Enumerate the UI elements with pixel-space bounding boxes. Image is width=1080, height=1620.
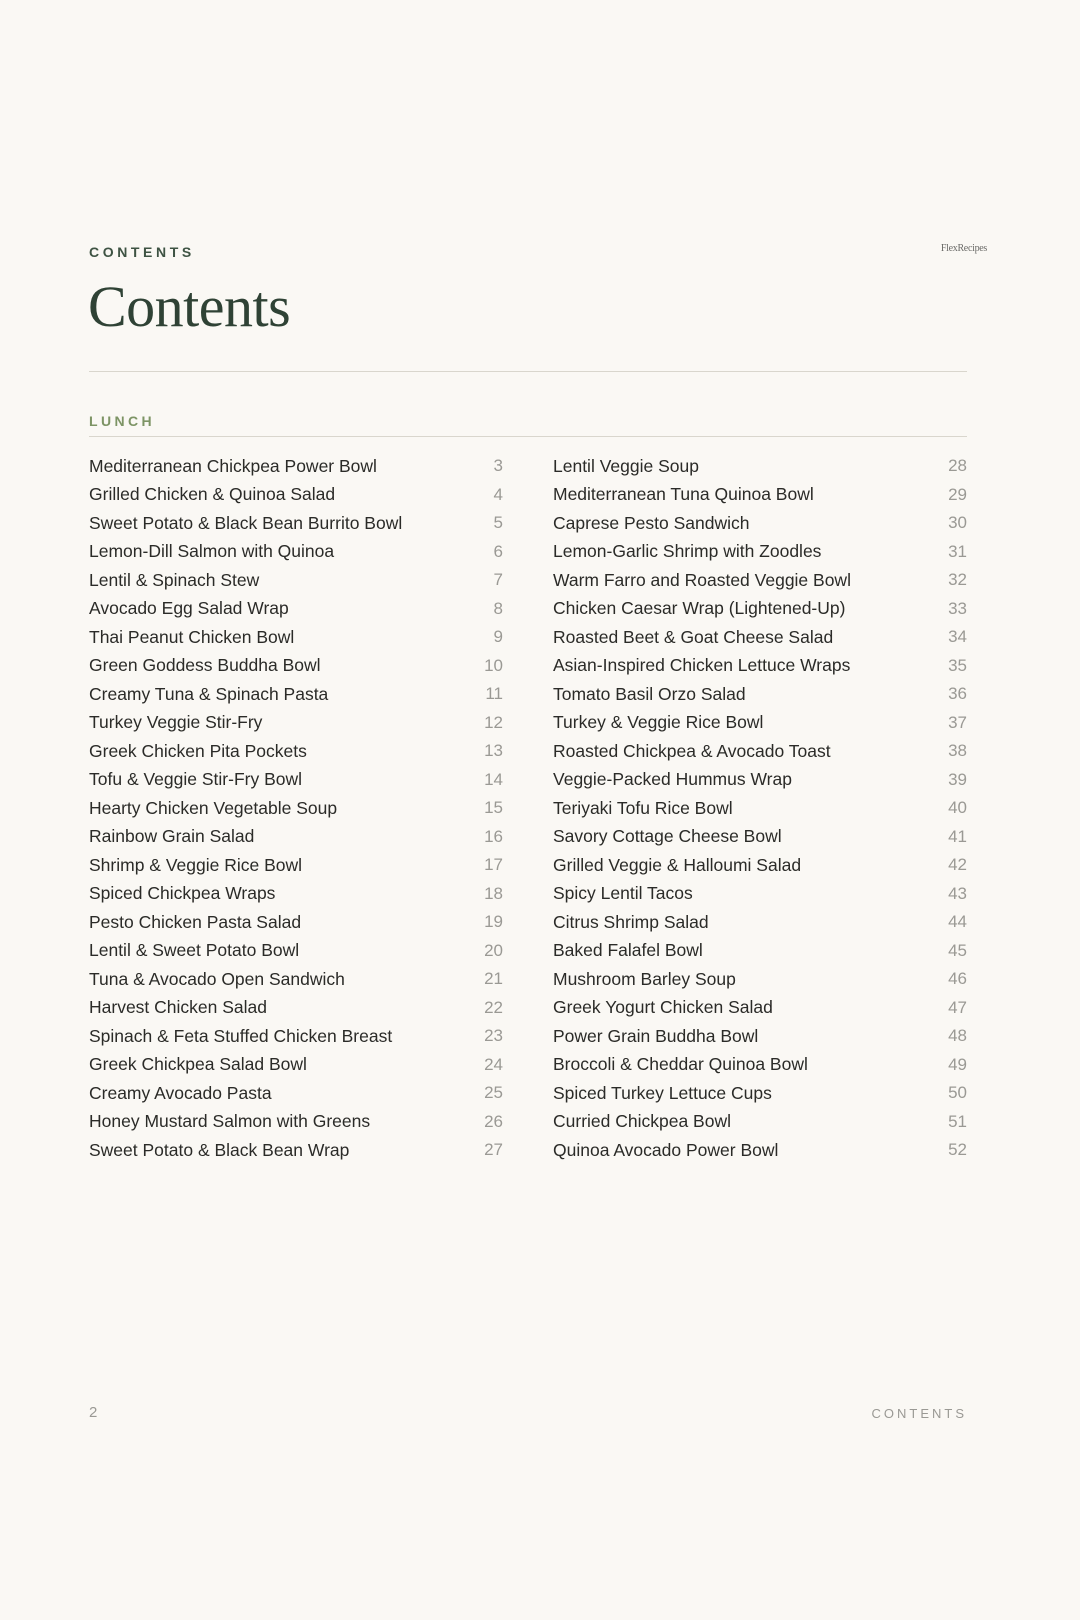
toc-entry-title: Greek Chickpea Salad Bowl — [89, 1054, 307, 1075]
toc-entry-title: Rainbow Grain Salad — [89, 826, 255, 847]
toc-entry[interactable] — [89, 1079, 503, 1108]
toc-entry[interactable] — [553, 680, 967, 709]
toc-entry-page-number: 35 — [948, 655, 967, 675]
toc-entry-title: Caprese Pesto Sandwich — [553, 512, 750, 533]
toc-entry-page-number: 46 — [948, 969, 967, 989]
toc-entry-page-number: 26 — [484, 1111, 503, 1131]
toc-entry-page-number: 41 — [948, 826, 967, 846]
toc-entry[interactable] — [89, 737, 503, 766]
toc-entry[interactable] — [553, 1051, 967, 1080]
toc-entry-page-number: 12 — [484, 712, 503, 732]
toc-entry-page-number: 32 — [948, 570, 967, 590]
toc-entry[interactable] — [89, 823, 503, 852]
toc-entry-page-number: 52 — [948, 1140, 967, 1160]
toc-entry-page-number: 21 — [484, 969, 503, 989]
toc-entry-page-number: 11 — [485, 684, 503, 704]
toc-entry-page-number: 5 — [493, 513, 503, 533]
toc-entry-page-number: 36 — [948, 684, 967, 704]
toc-entry-page-number: 33 — [948, 598, 967, 618]
toc-entry-page-number: 50 — [948, 1083, 967, 1103]
toc-entry-title: Baked Falafel Bowl — [553, 940, 703, 961]
toc-entry-title: Power Grain Buddha Bowl — [553, 1025, 759, 1046]
toc-entry-page-number: 9 — [493, 627, 503, 647]
toc-entry-title: Mushroom Barley Soup — [553, 968, 736, 989]
toc-entry-title: Grilled Veggie & Halloumi Salad — [553, 854, 802, 875]
page-eyebrow: CONTENTS — [89, 244, 195, 260]
toc-entry-title: Honey Mustard Salmon with Greens — [89, 1111, 371, 1132]
toc-entry[interactable] — [89, 566, 503, 595]
toc-entry-title: Veggie-Packed Hummus Wrap — [553, 769, 792, 790]
toc-entry[interactable] — [553, 652, 967, 681]
toc-entry-title: Savory Cottage Cheese Bowl — [553, 826, 782, 847]
toc-entry-page-number: 30 — [948, 513, 967, 533]
toc-entry-title: Thai Peanut Chicken Bowl — [89, 626, 295, 647]
toc-entry-page-number: 48 — [948, 1026, 967, 1046]
toc-entry[interactable] — [89, 680, 503, 709]
toc-entry-page-number: 47 — [948, 997, 967, 1017]
toc-entry-page-number: 13 — [484, 741, 503, 761]
toc-entry-page-number: 24 — [484, 1054, 503, 1074]
toc-entry[interactable] — [553, 538, 967, 567]
section-divider — [89, 436, 967, 437]
toc-entry-page-number: 15 — [484, 798, 503, 818]
running-head: CONTENTS — [871, 1406, 967, 1421]
toc-entry-title: Tuna & Avocado Open Sandwich — [89, 968, 345, 989]
toc-entry-page-number: 19 — [484, 912, 503, 932]
toc-entry-page-number: 29 — [948, 484, 967, 504]
toc-entry-page-number: 44 — [948, 912, 967, 932]
toc-entry-title: Roasted Chickpea & Avocado Toast — [553, 740, 831, 761]
toc-entry-title: Spinach & Feta Stuffed Chicken Breast — [89, 1025, 393, 1046]
toc-entry-title: Hearty Chicken Vegetable Soup — [89, 797, 338, 818]
toc-entry-page-number: 16 — [484, 826, 503, 846]
toc-entry[interactable] — [553, 794, 967, 823]
toc-entry-page-number: 39 — [948, 769, 967, 789]
toc-entry[interactable] — [89, 538, 503, 567]
toc-entry[interactable] — [89, 908, 503, 937]
toc-entry[interactable] — [89, 709, 503, 738]
toc-entry[interactable] — [89, 595, 503, 624]
toc-entry-title: Spiced Turkey Lettuce Cups — [553, 1082, 772, 1103]
toc-entry-title: Pesto Chicken Pasta Salad — [89, 911, 302, 932]
toc-entry[interactable] — [553, 994, 967, 1023]
toc-entry[interactable] — [553, 823, 967, 852]
toc-entry-title: Teriyaki Tofu Rice Bowl — [553, 797, 733, 818]
toc-entry-title: Spiced Chickpea Wraps — [89, 883, 276, 904]
toc-entry-title: Tomato Basil Orzo Salad — [553, 683, 746, 704]
page-number: 2 — [89, 1404, 98, 1421]
toc-entry-title: Chicken Caesar Wrap (Lightened-Up) — [553, 598, 846, 619]
toc-entry-title: Avocado Egg Salad Wrap — [89, 598, 289, 619]
toc-entry[interactable] — [553, 937, 967, 966]
toc-entry[interactable] — [553, 481, 967, 510]
toc-entry-title: Spicy Lentil Tacos — [553, 883, 693, 904]
toc-entry-title: Grilled Chicken & Quinoa Salad — [89, 484, 336, 505]
toc-entry[interactable] — [89, 965, 503, 994]
toc-entry-title: Creamy Avocado Pasta — [89, 1082, 272, 1103]
toc-entry-page-number: 18 — [484, 883, 503, 903]
toc-entry-title: Curried Chickpea Bowl — [553, 1111, 731, 1132]
toc-entry-page-number: 10 — [484, 655, 503, 675]
toc-entry-title: Broccoli & Cheddar Quinoa Bowl — [553, 1054, 808, 1075]
toc-entry[interactable] — [89, 851, 503, 880]
toc-entry[interactable] — [89, 994, 503, 1023]
toc-entry-title: Sweet Potato & Black Bean Burrito Bowl — [89, 512, 403, 533]
toc-entry-page-number: 34 — [948, 627, 967, 647]
toc-entry-page-number: 43 — [948, 883, 967, 903]
toc-entry-title: Turkey & Veggie Rice Bowl — [553, 712, 764, 733]
toc-entry-page-number: 25 — [484, 1083, 503, 1103]
toc-entry[interactable] — [89, 623, 503, 652]
toc-entry-title: Green Goddess Buddha Bowl — [89, 655, 321, 676]
toc-entry-title: Greek Yogurt Chicken Salad — [553, 997, 773, 1018]
toc-entry-title: Greek Chicken Pita Pockets — [89, 740, 307, 761]
toc-entry[interactable] — [553, 509, 967, 538]
toc-entry[interactable] — [553, 595, 967, 624]
toc-entry-page-number: 6 — [493, 541, 503, 561]
section-heading-lunch: LUNCH — [89, 413, 155, 429]
toc-entry-page-number: 51 — [948, 1111, 967, 1131]
toc-entry[interactable] — [89, 1136, 503, 1165]
toc-entry[interactable] — [553, 452, 967, 481]
toc-entry-page-number: 4 — [493, 484, 503, 504]
toc-entry-page-number: 40 — [948, 798, 967, 818]
toc-entry-title: Lemon-Garlic Shrimp with Zoodles — [553, 541, 822, 562]
toc-entry-title: Lentil Veggie Soup — [553, 455, 699, 476]
toc-entry[interactable] — [553, 1022, 967, 1051]
toc-entry[interactable] — [89, 481, 503, 510]
toc-entry[interactable] — [89, 794, 503, 823]
toc-entry-title: Sweet Potato & Black Bean Wrap — [89, 1139, 350, 1160]
toc-entry-title: Harvest Chicken Salad — [89, 997, 267, 1018]
toc-entry[interactable] — [89, 509, 503, 538]
toc-entry-page-number: 14 — [484, 769, 503, 789]
toc-entry-page-number: 38 — [948, 741, 967, 761]
toc-entry-title: Mediterranean Tuna Quinoa Bowl — [553, 484, 814, 505]
toc-entry-page-number: 20 — [484, 940, 503, 960]
toc-entry-title: Lemon-Dill Salmon with Quinoa — [89, 541, 335, 562]
toc-entry[interactable] — [553, 566, 967, 595]
brand-logo: FlexRecipes — [940, 243, 987, 254]
toc-entry-title: Creamy Tuna & Spinach Pasta — [89, 683, 329, 704]
toc-entry-page-number: 28 — [948, 456, 967, 476]
toc-entry-title: Citrus Shrimp Salad — [553, 911, 709, 932]
toc-entry-page-number: 17 — [484, 855, 503, 875]
toc-entry[interactable] — [89, 766, 503, 795]
toc-entry[interactable] — [553, 965, 967, 994]
toc-entry-title: Warm Farro and Roasted Veggie Bowl — [553, 569, 851, 590]
toc-entry-title: Turkey Veggie Stir-Fry — [89, 712, 263, 733]
toc-entry-title: Shrimp & Veggie Rice Bowl — [89, 854, 303, 875]
toc-entry[interactable] — [89, 652, 503, 681]
toc-entry[interactable] — [89, 452, 503, 481]
toc-entry-page-number: 37 — [948, 712, 967, 732]
toc-entry-page-number: 8 — [493, 598, 503, 618]
toc-entry-page-number: 23 — [484, 1026, 503, 1046]
toc-entry[interactable] — [553, 908, 967, 937]
toc-entry[interactable] — [553, 1108, 967, 1137]
toc-entry[interactable] — [553, 709, 967, 738]
toc-entry[interactable] — [89, 1022, 503, 1051]
toc-entry-title: Quinoa Avocado Power Bowl — [553, 1139, 779, 1160]
toc-entry[interactable] — [553, 766, 967, 795]
toc-entry-title: Roasted Beet & Goat Cheese Salad — [553, 626, 834, 647]
toc-entry-page-number: 7 — [493, 570, 503, 590]
toc-column-right — [553, 452, 967, 1165]
toc-entry-page-number: 22 — [484, 997, 503, 1017]
toc-entry-page-number: 45 — [948, 940, 967, 960]
toc-entry-page-number: 3 — [493, 456, 503, 476]
toc-entry-page-number: 42 — [948, 855, 967, 875]
toc-entry[interactable] — [553, 1136, 967, 1165]
toc-entry-title: Lentil & Spinach Stew — [89, 569, 260, 590]
toc-entry[interactable] — [553, 623, 967, 652]
toc-entry-title: Asian-Inspired Chicken Lettuce Wraps — [553, 655, 851, 676]
toc-entry-title: Mediterranean Chickpea Power Bowl — [89, 455, 377, 476]
toc-entry[interactable] — [553, 851, 967, 880]
title-divider — [89, 371, 967, 372]
toc-entry[interactable] — [89, 880, 503, 909]
toc-column-left — [89, 452, 503, 1165]
toc-entry[interactable] — [89, 937, 503, 966]
toc-entry-title: Tofu & Veggie Stir-Fry Bowl — [89, 769, 302, 790]
toc-entry-page-number: 31 — [948, 541, 967, 561]
toc-entry-page-number: 49 — [948, 1054, 967, 1074]
toc-entry[interactable] — [89, 1051, 503, 1080]
page-title: Contents — [88, 274, 291, 339]
toc-entry[interactable] — [553, 880, 967, 909]
toc-entry-page-number: 27 — [484, 1140, 503, 1160]
toc-entry[interactable] — [89, 1108, 503, 1137]
toc-entry-title: Lentil & Sweet Potato Bowl — [89, 940, 300, 961]
toc-entry[interactable] — [553, 737, 967, 766]
toc-entry[interactable] — [553, 1079, 967, 1108]
